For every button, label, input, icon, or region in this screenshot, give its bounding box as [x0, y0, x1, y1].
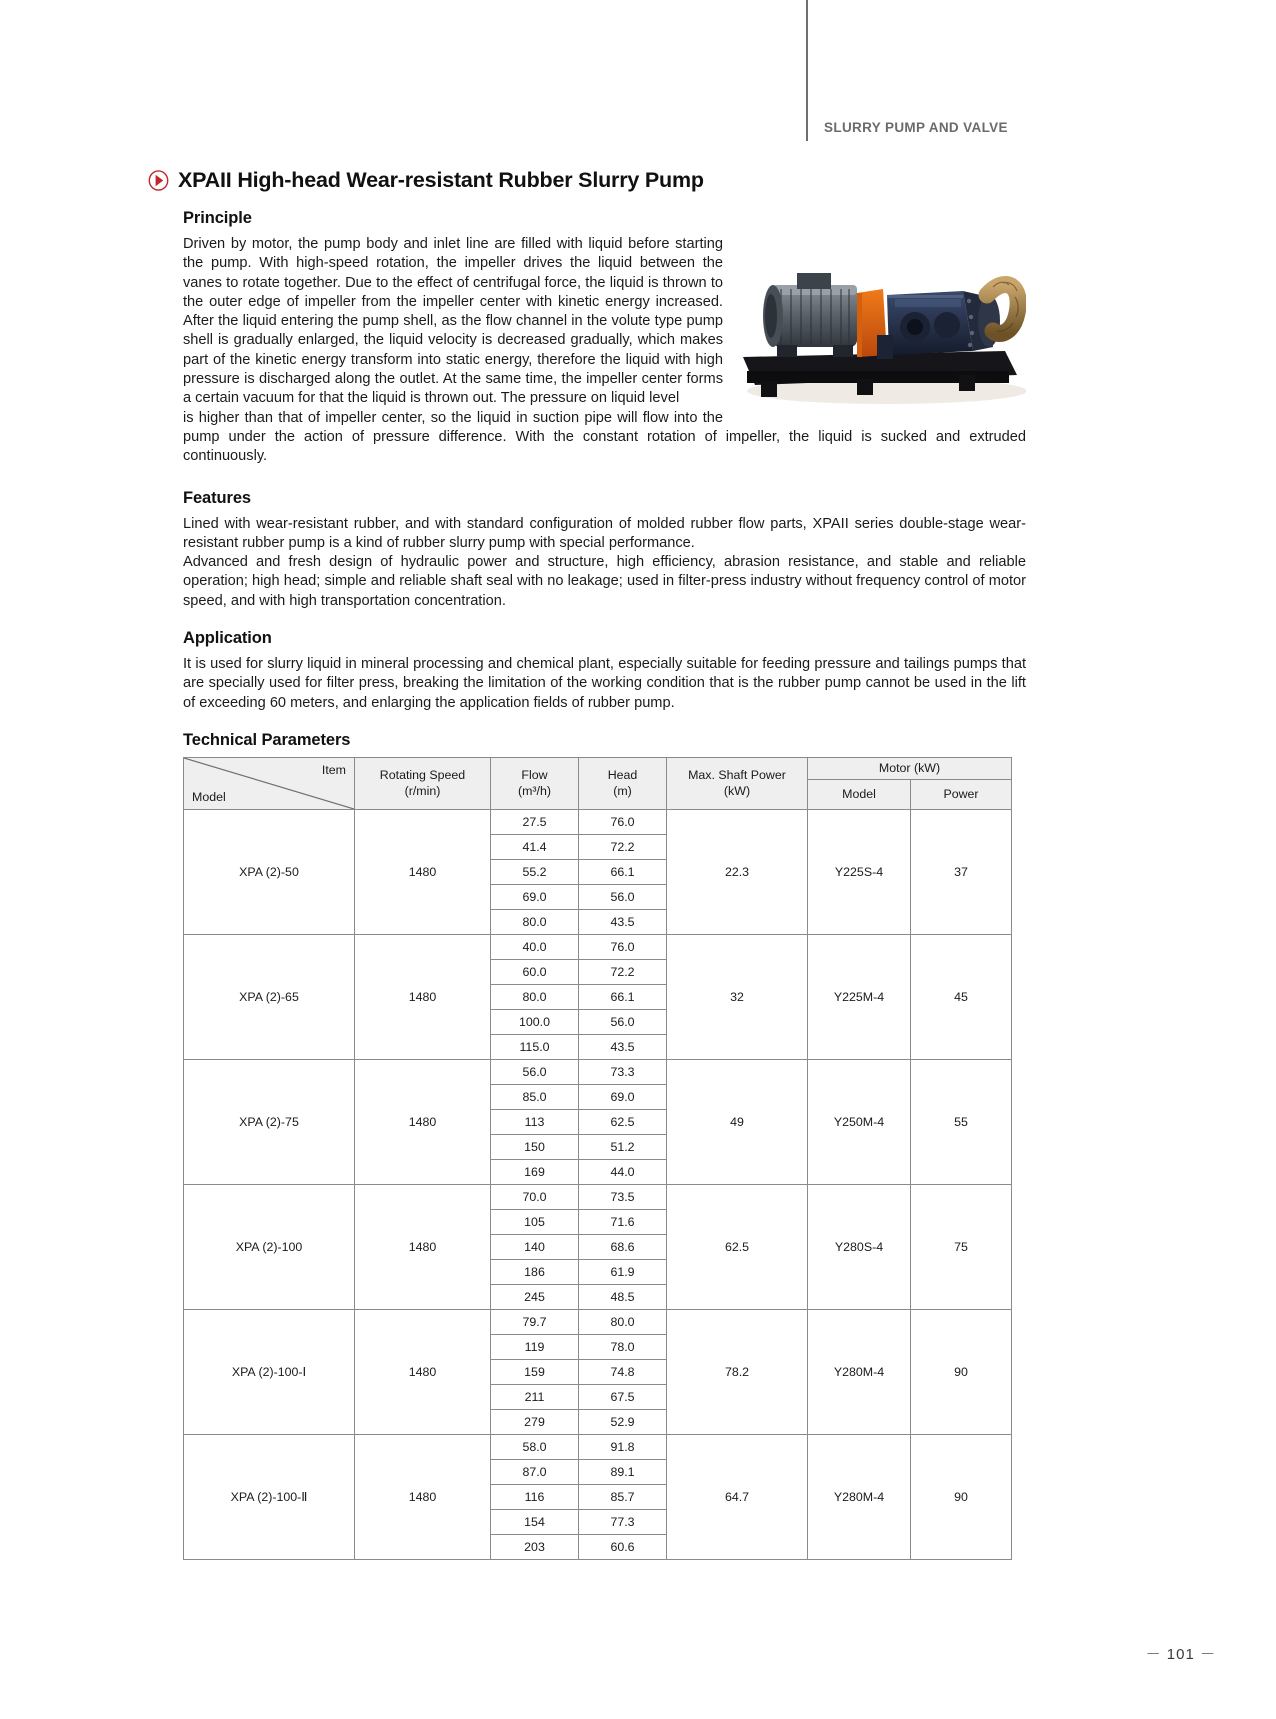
- cell-flow: 119: [491, 1334, 579, 1359]
- head-title: Head: [607, 768, 638, 783]
- cell-flow: 70.0: [491, 1184, 579, 1209]
- cell-head: 80.0: [579, 1309, 667, 1334]
- cell-flow: 58.0: [491, 1434, 579, 1459]
- page-number: － 101 －: [1145, 1646, 1216, 1663]
- cell-flow: 116: [491, 1484, 579, 1509]
- section-heading-principle: Principle: [183, 209, 252, 227]
- page-header: [0, 0, 1276, 150]
- cell-max-shaft-power: 78.2: [667, 1309, 808, 1434]
- section-heading-application: Application: [183, 629, 272, 648]
- cell-head: 89.1: [579, 1459, 667, 1484]
- cell-flow: 60.0: [491, 959, 579, 984]
- cell-rotating-speed: 1480: [355, 1434, 491, 1559]
- cell-head: 71.6: [579, 1209, 667, 1234]
- running-head-text: SLURRY PUMP AND VALVE: [824, 120, 1008, 135]
- red-circle-arrow-icon: [148, 170, 169, 191]
- cell-rotating-speed: 1480: [355, 1309, 491, 1434]
- cell-flow: 55.2: [491, 859, 579, 884]
- cell-motor-power: 55: [911, 1059, 1012, 1184]
- cell-max-shaft-power: 49: [667, 1059, 808, 1184]
- section-heading-technical-parameters: Technical Parameters: [183, 730, 351, 749]
- cell-head: 72.2: [579, 834, 667, 859]
- cell-flow: 203: [491, 1534, 579, 1559]
- cell-head: 56.0: [579, 1009, 667, 1034]
- rotating-speed-unit: (r/min): [404, 784, 441, 799]
- cell-rotating-speed: 1480: [355, 809, 491, 934]
- header-vertical-rule: [806, 0, 808, 141]
- table-row: [184, 809, 1012, 834]
- cell-head: 69.0: [579, 1084, 667, 1109]
- cell-flow: 69.0: [491, 884, 579, 909]
- cell-rotating-speed: 1480: [355, 934, 491, 1059]
- cell-head: 78.0: [579, 1334, 667, 1359]
- cell-flow: 169: [491, 1159, 579, 1184]
- cell-pump-model: XPA (2)-50: [184, 809, 355, 934]
- table-header-head: [579, 757, 667, 809]
- cell-pump-model: XPA (2)-100: [184, 1184, 355, 1309]
- cell-motor-power: 90: [911, 1434, 1012, 1559]
- cell-head: 66.1: [579, 984, 667, 1009]
- cell-motor-power: 37: [911, 809, 1012, 934]
- cell-motor-model: Y225M-4: [808, 934, 911, 1059]
- table-header-model-label: Model: [192, 789, 226, 804]
- table-header-flow: [491, 757, 579, 809]
- section-heading-features: Features: [183, 488, 251, 507]
- table-row: [184, 1434, 1012, 1459]
- cell-head: 48.5: [579, 1284, 667, 1309]
- cell-pump-model: XPA (2)-100-Ⅱ: [184, 1434, 355, 1559]
- cell-rotating-speed: 1480: [355, 1059, 491, 1184]
- slurry-pump-photo: [737, 239, 1026, 417]
- cell-flow: 159: [491, 1359, 579, 1384]
- cell-head: 73.5: [579, 1184, 667, 1209]
- max-shaft-power-title: Max. Shaft Power: [688, 768, 786, 783]
- table-header-rotating-speed: [355, 757, 491, 809]
- cell-flow: 80.0: [491, 909, 579, 934]
- table-row: [184, 1309, 1012, 1334]
- cell-flow: 56.0: [491, 1059, 579, 1084]
- cell-motor-model: Y280M-4: [808, 1309, 911, 1434]
- cell-flow: 140: [491, 1234, 579, 1259]
- principle-paragraph-wrapped: Driven by motor, the pump body and inlet line are filled with liquid before starting the pump. With high-speed rotation, the impeller drives the liquid between the vanes to rotate together. Due to the effect of centrifugal force, the liquid is thrown to the outer edge of impeller from the impeller center with kinetic energy increased. After the liquid entering the pump shell, as the flow channel in the volute type pump shell is gradually enlarged, the liquid velocity is decreased gradually, which makes part of the kinetic energy transform into static energy, therefore the liquid with high pressure is discharged along the outlet. At the same time, the impeller center forms a certain vacuum for that the liquid is thrown out. The pressure on liquid level: [183, 236, 723, 407]
- table-row: [184, 1059, 1012, 1084]
- cell-flow: 186: [491, 1259, 579, 1284]
- flow-title: Flow: [521, 768, 548, 783]
- cell-flow: 115.0: [491, 1034, 579, 1059]
- max-shaft-power-unit: (kW): [723, 784, 751, 799]
- application-paragraph: It is used for slurry liquid in mineral processing and chemical plant, especially suitable for feeding pressure and tailings pumps that are specially used for filter press, breaking the limitation of the working condition that is the rubber pump cannot be used in the lift of exceeding 60 meters, and enlarging the application fields of rubber pump.: [183, 656, 1026, 711]
- table-row: [184, 1184, 1012, 1209]
- page-footer: [0, 1643, 1276, 1664]
- principle-paragraph-continued: is higher than that of impeller center, so the liquid in suction pipe will flow into the pump under the action of pressure difference. With the constant rotation of impeller, the liquid is sucked and extruded continuously.: [183, 409, 1026, 465]
- cell-max-shaft-power: 22.3: [667, 809, 808, 934]
- cell-flow: 80.0: [491, 984, 579, 1009]
- cell-head: 61.9: [579, 1259, 667, 1284]
- cell-head: 44.0: [579, 1159, 667, 1184]
- cell-head: 76.0: [579, 934, 667, 959]
- cell-motor-model: Y280S-4: [808, 1184, 911, 1309]
- cell-head: 72.2: [579, 959, 667, 984]
- cell-flow: 79.7: [491, 1309, 579, 1334]
- cell-head: 62.5: [579, 1109, 667, 1134]
- cell-flow: 154: [491, 1509, 579, 1534]
- table-header-max-shaft-power: [667, 757, 808, 809]
- cell-flow: 211: [491, 1384, 579, 1409]
- cell-flow: 150: [491, 1134, 579, 1159]
- table-header-item-label: Item: [321, 762, 346, 777]
- cell-flow: 40.0: [491, 934, 579, 959]
- cell-flow: 87.0: [491, 1459, 579, 1484]
- cell-motor-model: Y225S-4: [808, 809, 911, 934]
- cell-head: 56.0: [579, 884, 667, 909]
- cell-flow: 100.0: [491, 1009, 579, 1034]
- cell-head: 67.5: [579, 1384, 667, 1409]
- cell-motor-power: 75: [911, 1184, 1012, 1309]
- cell-head: 74.8: [579, 1359, 667, 1384]
- cell-motor-model: Y250M-4: [808, 1059, 911, 1184]
- cell-flow: 245: [491, 1284, 579, 1309]
- cell-motor-power: 90: [911, 1309, 1012, 1434]
- cell-rotating-speed: 1480: [355, 1184, 491, 1309]
- technical-parameters-table: [183, 757, 1012, 1560]
- cell-motor-model: Y280M-4: [808, 1434, 911, 1559]
- cell-head: 68.6: [579, 1234, 667, 1259]
- cell-pump-model: XPA (2)-100-Ⅰ: [184, 1309, 355, 1434]
- cell-head: 60.6: [579, 1534, 667, 1559]
- cell-head: 43.5: [579, 909, 667, 934]
- page-content: [178, 168, 1026, 1560]
- cell-pump-model: XPA (2)-65: [184, 934, 355, 1059]
- cell-head: 51.2: [579, 1134, 667, 1159]
- cell-flow: 113: [491, 1109, 579, 1134]
- features-paragraph-2: Advanced and fresh design of hydraulic power and structure, high efficiency, abrasion resistance, and stable and reliable operation; high head; simple and reliable shaft seal with no leakage; used in filter-press industry without frequency control of motor speed, and with high transportation concentration.: [183, 554, 1026, 609]
- cell-head: 66.1: [579, 859, 667, 884]
- document-title-row: [178, 168, 1026, 193]
- cell-head: 43.5: [579, 1034, 667, 1059]
- table-header: [184, 757, 1012, 809]
- cell-head: 52.9: [579, 1409, 667, 1434]
- table-header-motor-power: Power: [911, 779, 1012, 809]
- table-row: [184, 934, 1012, 959]
- cell-flow: 105: [491, 1209, 579, 1234]
- cell-head: 73.3: [579, 1059, 667, 1084]
- cell-flow: 41.4: [491, 834, 579, 859]
- cell-max-shaft-power: 64.7: [667, 1434, 808, 1559]
- cell-head: 77.3: [579, 1509, 667, 1534]
- table-header-motor-group: Motor (kW): [808, 757, 1012, 779]
- cell-flow: 27.5: [491, 809, 579, 834]
- features-paragraph-1: Lined with wear-resistant rubber, and with standard configuration of molded rubber flow parts, XPAII series double-stage wear-resistant rubber pump is a kind of rubber slurry pump with special performance.: [183, 515, 1026, 551]
- cell-head: 91.8: [579, 1434, 667, 1459]
- cell-motor-power: 45: [911, 934, 1012, 1059]
- table-body: [184, 809, 1012, 1559]
- table-header-corner-cell: [184, 757, 355, 809]
- cell-flow: 279: [491, 1409, 579, 1434]
- table-header-motor-model: Model: [808, 779, 911, 809]
- cell-max-shaft-power: 62.5: [667, 1184, 808, 1309]
- principle-block: [183, 235, 1026, 467]
- cell-pump-model: XPA (2)-75: [184, 1059, 355, 1184]
- cell-head: 76.0: [579, 809, 667, 834]
- cell-head: 85.7: [579, 1484, 667, 1509]
- head-unit: (m): [613, 784, 632, 799]
- cell-max-shaft-power: 32: [667, 934, 808, 1059]
- rotating-speed-title: Rotating Speed: [379, 768, 466, 783]
- flow-unit: (m³/h): [517, 784, 552, 799]
- cell-flow: 85.0: [491, 1084, 579, 1109]
- page-title: XPAII High-head Wear-resistant Rubber Slurry Pump: [178, 168, 704, 192]
